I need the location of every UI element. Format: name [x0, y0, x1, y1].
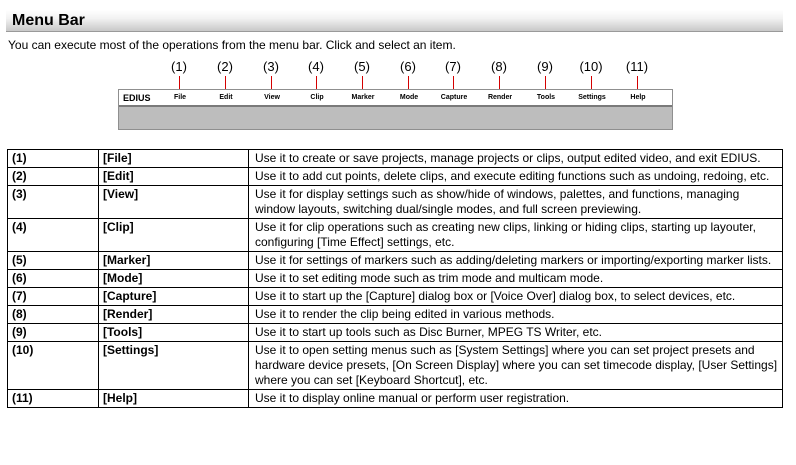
row-description: Use it to open setting menus such as [System Settings] where you can set project presets and hardware device presets, [On Screen Display] where you can set timecode display, [User Settings] where you can set [Keyboard Shortcut], etc.: [249, 342, 783, 390]
menu-item-marker[interactable]: Marker: [351, 94, 375, 101]
section-heading-bar: [6, 10, 783, 32]
row-menu-name: [Clip]: [99, 219, 249, 252]
intro-text: You can execute most of the operations from the menu bar. Click and select an item.: [8, 38, 456, 52]
callout-line: [453, 76, 454, 90]
callout-number: (6): [400, 59, 416, 74]
row-number: (8): [8, 306, 99, 324]
table-row: [8, 342, 783, 390]
row-menu-name: [Tools]: [99, 324, 249, 342]
callout-number: (9): [537, 59, 553, 74]
table-row: [8, 168, 783, 186]
row-menu-name: [Help]: [99, 390, 249, 408]
callout-number: (5): [354, 59, 370, 74]
row-number: (9): [8, 324, 99, 342]
callout-number: (10): [579, 59, 603, 74]
row-description: Use it for display settings such as show/hide of windows, palettes, and functions, managing window layouts, switching dual/single modes, and full screen previewing.: [249, 186, 783, 219]
callout-number: (7): [445, 59, 461, 74]
row-description: Use it to render the clip being edited in various methods.: [249, 306, 783, 324]
row-number: (6): [8, 270, 99, 288]
menu-item-file[interactable]: File: [173, 94, 187, 101]
app-logo: EDIUS: [123, 93, 151, 103]
table-row: [8, 390, 783, 408]
callout-number: (1): [171, 59, 187, 74]
row-description: Use it to start up the [Capture] dialog box or [Voice Over] dialog box, to select devices, etc.: [249, 288, 783, 306]
menu-item-clip[interactable]: Clip: [310, 94, 324, 101]
callout-line: [408, 76, 409, 90]
row-number: (4): [8, 219, 99, 252]
callout-line: [179, 76, 180, 90]
menu-item-mode[interactable]: Mode: [399, 94, 419, 101]
row-description: Use it for clip operations such as creating new clips, linking or hiding clips, starting up layouter, configuring [Time Effect] settings, etc.: [249, 219, 783, 252]
row-number: (10): [8, 342, 99, 390]
callout-line: [499, 76, 500, 90]
menu-item-edit[interactable]: Edit: [219, 94, 233, 101]
row-number: (7): [8, 288, 99, 306]
row-description: Use it to start up tools such as Disc Burner, MPEG TS Writer, etc.: [249, 324, 783, 342]
table-row: [8, 306, 783, 324]
row-menu-name: [Settings]: [99, 342, 249, 390]
callout-line: [591, 76, 592, 90]
callout-number: (3): [263, 59, 279, 74]
menu-item-tools[interactable]: Tools: [536, 94, 556, 101]
menu-item-render[interactable]: Render: [487, 94, 513, 101]
row-description: Use it to add cut points, delete clips, and execute editing functions such as undoing, redoing, etc.: [249, 168, 783, 186]
table-row: [8, 270, 783, 288]
callout-line: [362, 76, 363, 90]
section-title: Menu Bar: [12, 12, 85, 29]
menu-reference-table: [7, 149, 783, 408]
callout-line: [545, 76, 546, 90]
row-menu-name: [File]: [99, 150, 249, 168]
row-number: (2): [8, 168, 99, 186]
table-row: [8, 186, 783, 219]
row-description: Use it to create or save projects, manage projects or clips, output edited video, and exit EDIUS.: [249, 150, 783, 168]
menu-item-settings[interactable]: Settings: [578, 94, 606, 101]
table-row: [8, 252, 783, 270]
menu-item-help[interactable]: Help: [630, 94, 646, 101]
callout-number: (4): [308, 59, 324, 74]
callout-number: (8): [491, 59, 507, 74]
row-menu-name: [Mode]: [99, 270, 249, 288]
table-row: [8, 288, 783, 306]
row-number: (5): [8, 252, 99, 270]
row-description: Use it to set editing mode such as trim mode and multicam mode.: [249, 270, 783, 288]
callout-line: [316, 76, 317, 90]
callout-number: (2): [217, 59, 233, 74]
row-description: Use it for settings of markers such as adding/deleting markers or importing/exporting marker lists.: [249, 252, 783, 270]
row-menu-name: [Capture]: [99, 288, 249, 306]
row-menu-name: [View]: [99, 186, 249, 219]
row-description: Use it to display online manual or perform user registration.: [249, 390, 783, 408]
row-menu-name: [Render]: [99, 306, 249, 324]
row-number: (1): [8, 150, 99, 168]
row-number: (11): [8, 390, 99, 408]
menu-bar-screenshot: [118, 89, 673, 130]
menu-item-view[interactable]: View: [264, 94, 280, 101]
menu-bar: [119, 90, 672, 107]
row-menu-name: [Marker]: [99, 252, 249, 270]
callout-number: (11): [625, 59, 649, 74]
table-row: [8, 150, 783, 168]
row-menu-name: [Edit]: [99, 168, 249, 186]
table-row: [8, 324, 783, 342]
callout-line: [225, 76, 226, 90]
callout-line: [271, 76, 272, 90]
callout-line: [637, 76, 638, 90]
menu-item-capture[interactable]: Capture: [440, 94, 468, 101]
row-number: (3): [8, 186, 99, 219]
table-row: [8, 219, 783, 252]
